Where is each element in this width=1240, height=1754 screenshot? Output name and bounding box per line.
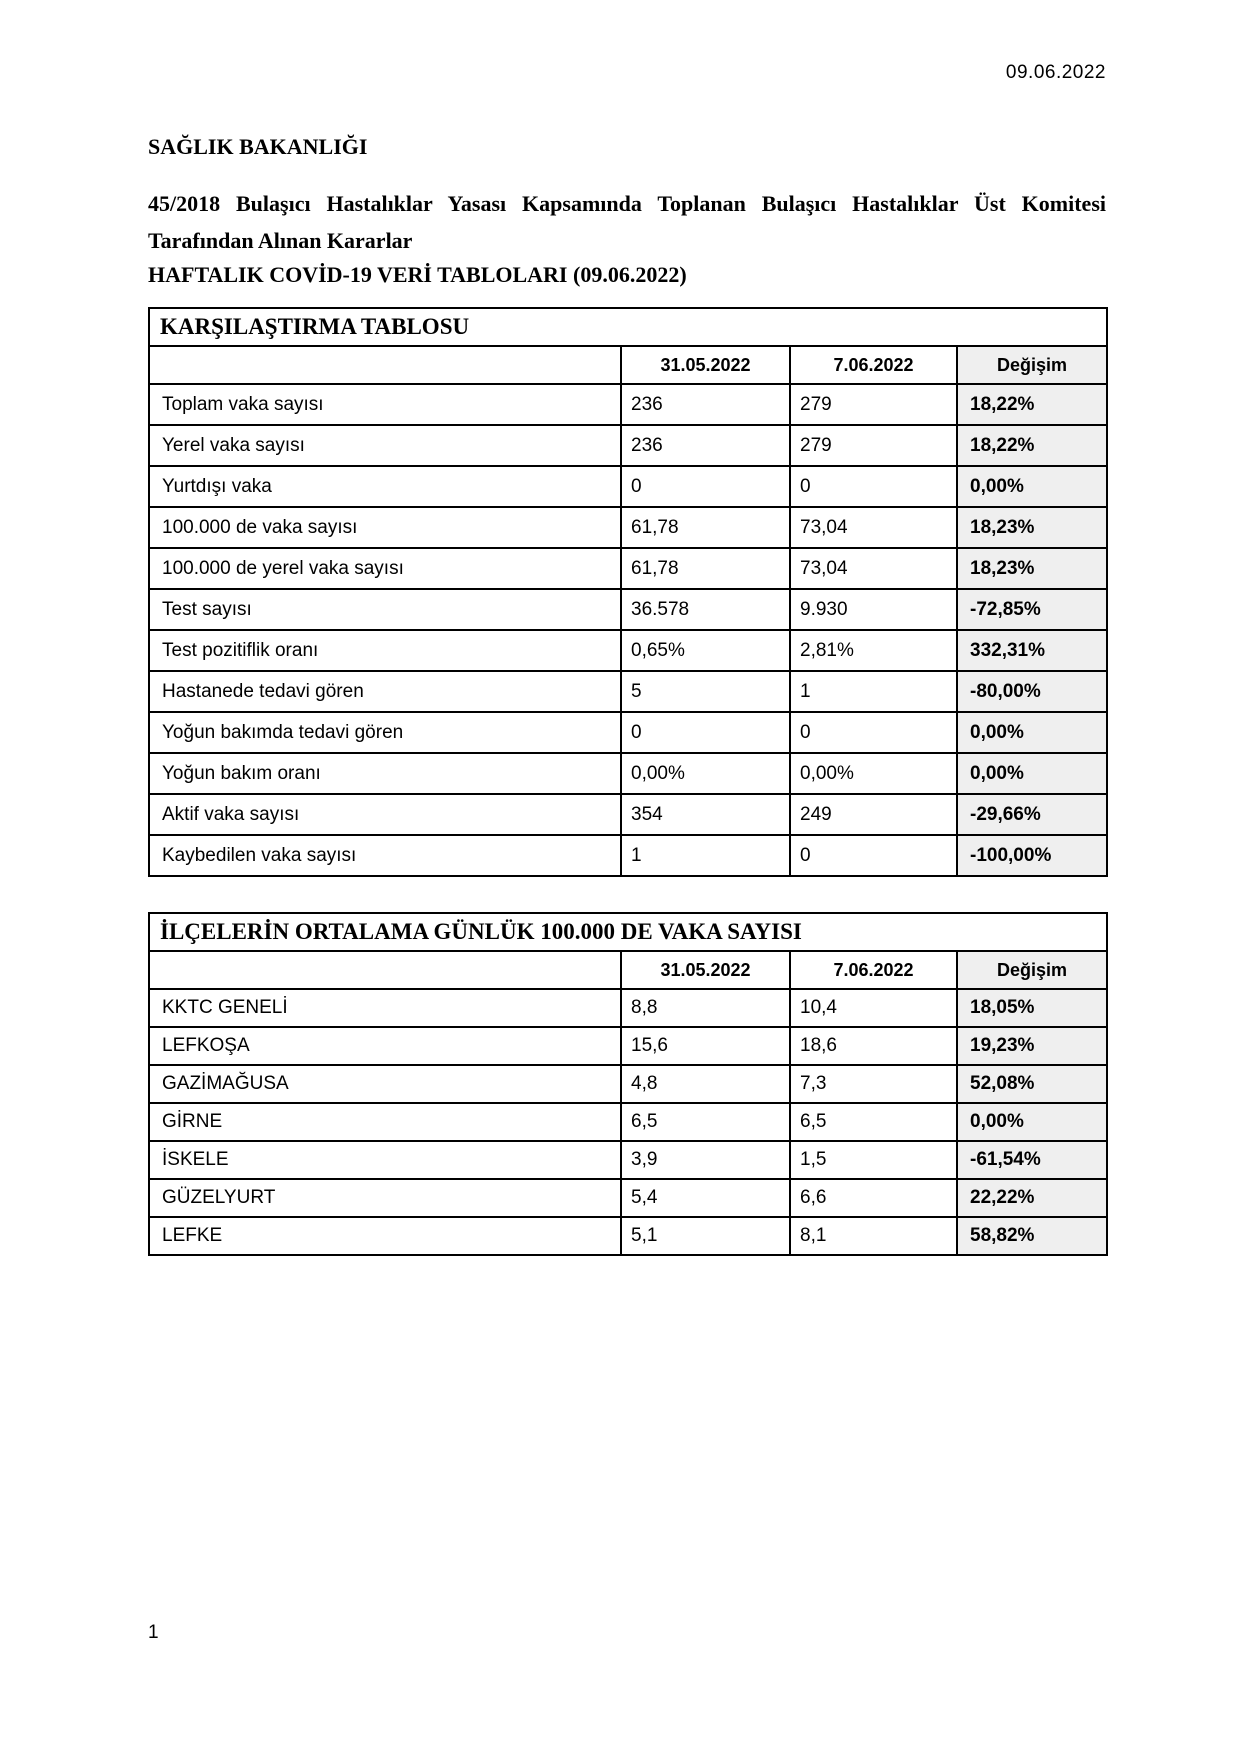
row-label-cell: 100.000 de vaka sayısı (149, 507, 621, 548)
table-row (149, 753, 1107, 794)
change-value-cell: 18,22% (957, 384, 1107, 425)
value-cell: 10,4 (790, 989, 957, 1027)
value-cell: 0,00% (621, 753, 790, 794)
value-cell: 0,00% (790, 753, 957, 794)
change-value-cell: 332,31% (957, 630, 1107, 671)
table-row (149, 835, 1107, 876)
table-row (149, 712, 1107, 753)
value-cell: 236 (621, 425, 790, 466)
table-row (149, 466, 1107, 507)
value-cell: 18,6 (790, 1027, 957, 1065)
district-table-body (149, 989, 1107, 1255)
value-cell: 0 (790, 712, 957, 753)
value-cell: 236 (621, 384, 790, 425)
district-table-header-row (149, 951, 1107, 989)
value-cell: 279 (790, 384, 957, 425)
value-cell: 5,4 (621, 1179, 790, 1217)
value-cell: 0 (790, 466, 957, 507)
page-number: 1 (148, 1622, 159, 1643)
table-row (149, 425, 1107, 466)
change-value-cell: 18,23% (957, 548, 1107, 589)
value-cell: 61,78 (621, 548, 790, 589)
row-label-cell: GAZİMAĞUSA (149, 1065, 621, 1103)
row-label-cell: KKTC GENELİ (149, 989, 621, 1027)
table-row (149, 1141, 1107, 1179)
change-value-cell: 52,08% (957, 1065, 1107, 1103)
change-value-cell: 22,22% (957, 1179, 1107, 1217)
change-value-cell: 0,00% (957, 712, 1107, 753)
value-cell: 6,5 (621, 1103, 790, 1141)
table-row (149, 384, 1107, 425)
table-row (149, 1027, 1107, 1065)
value-cell: 6,6 (790, 1179, 957, 1217)
row-label-cell: Yurtdışı vaka (149, 466, 621, 507)
document-title: HAFTALIK COVİD-19 VERİ TABLOLARI (09.06.2022) (148, 262, 687, 287)
value-cell: 15,6 (621, 1027, 790, 1065)
column-header-date-2: 7.06.2022 (790, 346, 957, 384)
change-value-cell: -61,54% (957, 1141, 1107, 1179)
ministry-heading: SAĞLIK BAKANLIĞI (148, 134, 368, 159)
change-value-cell: -72,85% (957, 589, 1107, 630)
district-table-title: İLÇELERİN ORTALAMA GÜNLÜK 100.000 DE VAKA SAYISI (149, 913, 1107, 951)
column-header-change: Değişim (957, 346, 1107, 384)
change-value-cell: -100,00% (957, 835, 1107, 876)
row-label-cell: GİRNE (149, 1103, 621, 1141)
row-label-cell: LEFKOŞA (149, 1027, 621, 1065)
comparison-table-body (149, 384, 1107, 876)
table-row (149, 630, 1107, 671)
column-header-change: Değişim (957, 951, 1107, 989)
value-cell: 7,3 (790, 1065, 957, 1103)
value-cell: 354 (621, 794, 790, 835)
change-value-cell: 18,23% (957, 507, 1107, 548)
row-label-cell: Kaybedilen vaka sayısı (149, 835, 621, 876)
table-row (149, 548, 1107, 589)
document-date: 09.06.2022 (1005, 62, 1106, 83)
value-cell: 249 (790, 794, 957, 835)
district-table (148, 912, 1108, 1256)
value-cell: 1 (621, 835, 790, 876)
page-content (148, 0, 1106, 1256)
district-table-title-row (149, 913, 1107, 951)
value-cell: 73,04 (790, 507, 957, 548)
column-header-date-1: 31.05.2022 (621, 346, 790, 384)
comparison-table-header-row (149, 346, 1107, 384)
table-row (149, 1179, 1107, 1217)
change-value-cell: 0,00% (957, 753, 1107, 794)
table-row (149, 589, 1107, 630)
value-cell: 0 (790, 835, 957, 876)
empty-corner-cell (149, 951, 621, 989)
row-label-cell: Yoğun bakım oranı (149, 753, 621, 794)
empty-corner-cell (149, 346, 621, 384)
table-row (149, 794, 1107, 835)
value-cell: 3,9 (621, 1141, 790, 1179)
law-paragraph: 45/2018 Bulaşıcı Hastalıklar Yasası Kapsamında Toplanan Bulaşıcı Hastalıklar Üst Komitesi Tarafından Alınan Kararlar (148, 191, 1106, 253)
value-cell: 8,8 (621, 989, 790, 1027)
value-cell: 73,04 (790, 548, 957, 589)
value-cell: 5 (621, 671, 790, 712)
table-row (149, 1065, 1107, 1103)
row-label-cell: 100.000 de yerel vaka sayısı (149, 548, 621, 589)
change-value-cell: 18,05% (957, 989, 1107, 1027)
value-cell: 1,5 (790, 1141, 957, 1179)
value-cell: 6,5 (790, 1103, 957, 1141)
change-value-cell: -80,00% (957, 671, 1107, 712)
value-cell: 4,8 (621, 1065, 790, 1103)
row-label-cell: Hastanede tedavi gören (149, 671, 621, 712)
change-value-cell: 19,23% (957, 1027, 1107, 1065)
comparison-table (148, 307, 1108, 877)
row-label-cell: Yerel vaka sayısı (149, 425, 621, 466)
value-cell: 0,65% (621, 630, 790, 671)
value-cell: 2,81% (790, 630, 957, 671)
value-cell: 0 (621, 712, 790, 753)
table-row (149, 1217, 1107, 1255)
value-cell: 5,1 (621, 1217, 790, 1255)
comparison-table-title: KARŞILAŞTIRMA TABLOSU (149, 308, 1107, 346)
value-cell: 36.578 (621, 589, 790, 630)
value-cell: 61,78 (621, 507, 790, 548)
column-header-date-2: 7.06.2022 (790, 951, 957, 989)
table-row (149, 989, 1107, 1027)
change-value-cell: 18,22% (957, 425, 1107, 466)
value-cell: 9.930 (790, 589, 957, 630)
value-cell: 0 (621, 466, 790, 507)
table-row (149, 507, 1107, 548)
table-row (149, 671, 1107, 712)
value-cell: 279 (790, 425, 957, 466)
table-row (149, 1103, 1107, 1141)
row-label-cell: GÜZELYURT (149, 1179, 621, 1217)
change-value-cell: 0,00% (957, 466, 1107, 507)
row-label-cell: LEFKE (149, 1217, 621, 1255)
comparison-table-title-row (149, 308, 1107, 346)
row-label-cell: Yoğun bakımda tedavi gören (149, 712, 621, 753)
change-value-cell: -29,66% (957, 794, 1107, 835)
value-cell: 1 (790, 671, 957, 712)
change-value-cell: 0,00% (957, 1103, 1107, 1141)
column-header-date-1: 31.05.2022 (621, 951, 790, 989)
row-label-cell: Test pozitiflik oranı (149, 630, 621, 671)
value-cell: 8,1 (790, 1217, 957, 1255)
row-label-cell: İSKELE (149, 1141, 621, 1179)
row-label-cell: Test sayısı (149, 589, 621, 630)
row-label-cell: Aktif vaka sayısı (149, 794, 621, 835)
change-value-cell: 58,82% (957, 1217, 1107, 1255)
row-label-cell: Toplam vaka sayısı (149, 384, 621, 425)
